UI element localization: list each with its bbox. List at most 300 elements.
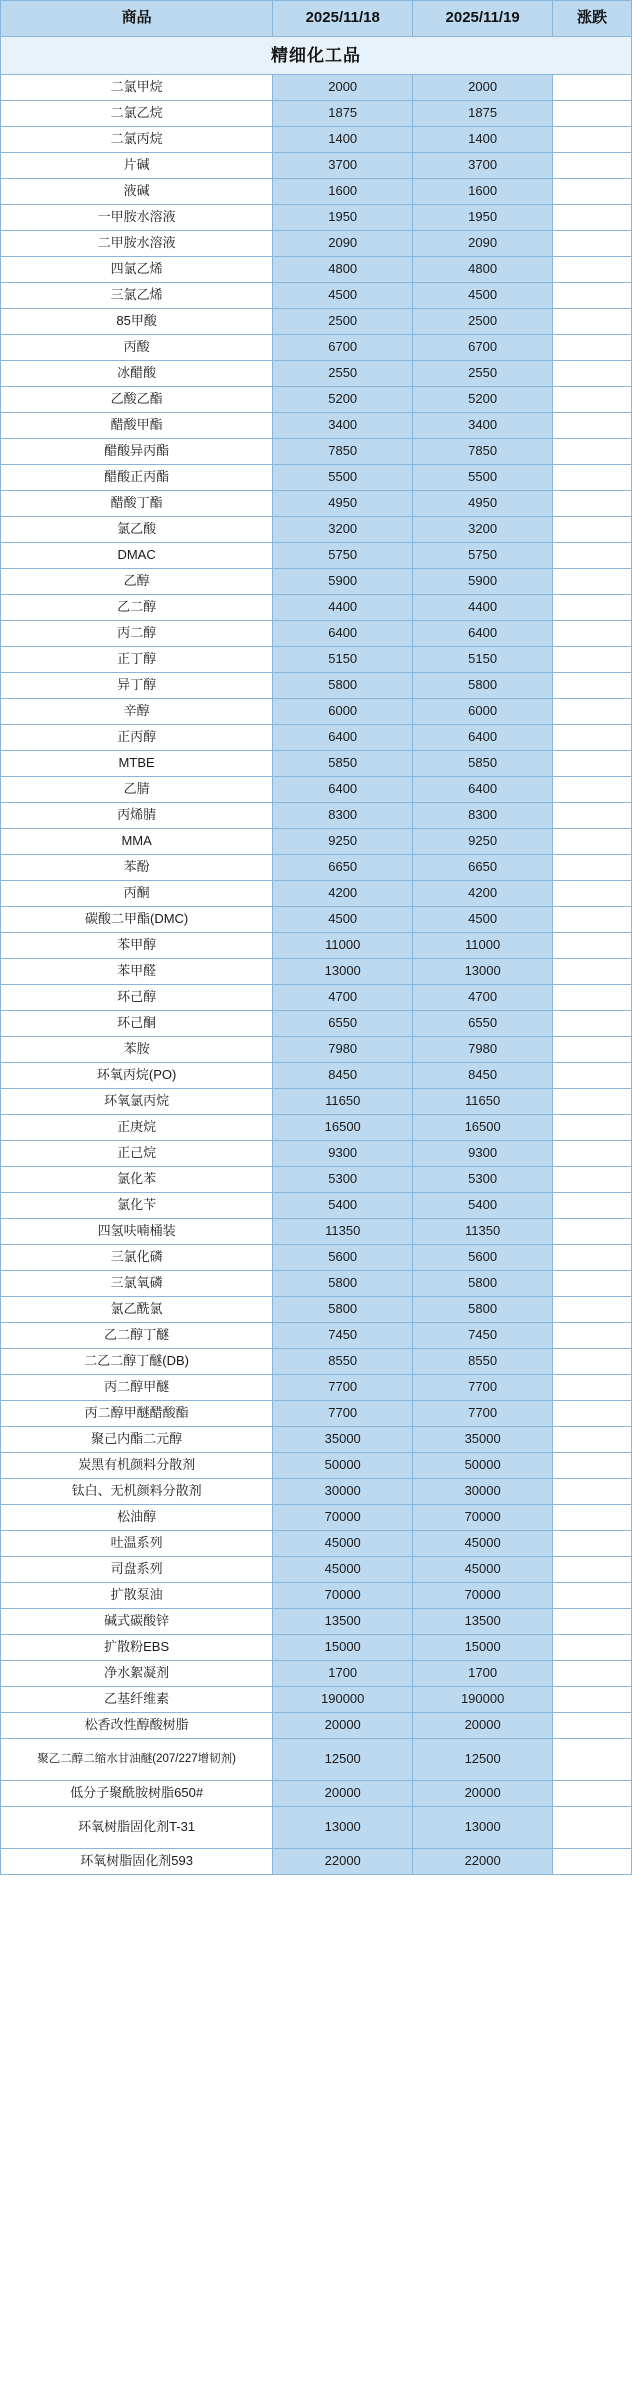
price-cell-date-2: 11000 <box>413 933 553 959</box>
price-cell-date-1: 50000 <box>273 1453 413 1479</box>
table-row <box>1 1713 632 1739</box>
price-cell-date-2: 22000 <box>413 1849 553 1875</box>
price-cell-date-2: 5800 <box>413 1297 553 1323</box>
table-row <box>1 985 632 1011</box>
change-cell <box>553 1115 632 1141</box>
change-cell <box>553 985 632 1011</box>
change-cell <box>553 933 632 959</box>
table-row <box>1 1583 632 1609</box>
change-cell <box>553 361 632 387</box>
price-cell-date-2: 5900 <box>413 569 553 595</box>
change-cell <box>553 777 632 803</box>
table-row <box>1 1687 632 1713</box>
table-header <box>1 1 632 37</box>
change-cell <box>553 1323 632 1349</box>
table-row <box>1 1849 632 1875</box>
price-cell-date-1: 5850 <box>273 751 413 777</box>
product-name-cell: 净水絮凝剂 <box>1 1661 273 1687</box>
table-row <box>1 543 632 569</box>
product-name-cell: 正己烷 <box>1 1141 273 1167</box>
price-cell-date-2: 5850 <box>413 751 553 777</box>
price-cell-date-2: 4800 <box>413 257 553 283</box>
product-name-cell: 扩散泵油 <box>1 1583 273 1609</box>
price-cell-date-1: 6400 <box>273 621 413 647</box>
product-name-cell: 辛醇 <box>1 699 273 725</box>
price-cell-date-1: 6400 <box>273 725 413 751</box>
product-name-cell: 正丁醇 <box>1 647 273 673</box>
product-name-cell: 氯化苯 <box>1 1167 273 1193</box>
price-cell-date-1: 8450 <box>273 1063 413 1089</box>
price-cell-date-2: 11650 <box>413 1089 553 1115</box>
table-row <box>1 1479 632 1505</box>
product-name-cell: 丙酸 <box>1 335 273 361</box>
price-cell-date-2: 3200 <box>413 517 553 543</box>
price-cell-date-1: 1950 <box>273 205 413 231</box>
change-cell <box>553 1687 632 1713</box>
price-cell-date-1: 20000 <box>273 1713 413 1739</box>
product-name-cell: 钛白、无机颜料分散剂 <box>1 1479 273 1505</box>
table-row <box>1 1011 632 1037</box>
change-cell <box>553 569 632 595</box>
product-name-cell: 冰醋酸 <box>1 361 273 387</box>
price-cell-date-2: 8300 <box>413 803 553 829</box>
price-cell-date-1: 11650 <box>273 1089 413 1115</box>
product-name-cell: 三氯氧磷 <box>1 1271 273 1297</box>
product-name-cell: 氯乙酸 <box>1 517 273 543</box>
table-row <box>1 361 632 387</box>
table-row <box>1 907 632 933</box>
price-cell-date-1: 8300 <box>273 803 413 829</box>
change-cell <box>553 465 632 491</box>
product-name-cell: 司盘系列 <box>1 1557 273 1583</box>
price-cell-date-1: 2500 <box>273 309 413 335</box>
price-cell-date-2: 2090 <box>413 231 553 257</box>
product-name-cell: 二氯甲烷 <box>1 75 273 101</box>
price-cell-date-1: 5200 <box>273 387 413 413</box>
price-cell-date-2: 6400 <box>413 725 553 751</box>
price-cell-date-2: 2500 <box>413 309 553 335</box>
table-row <box>1 1297 632 1323</box>
change-cell <box>553 803 632 829</box>
table-row <box>1 1427 632 1453</box>
table-row <box>1 387 632 413</box>
product-name-cell: 聚己内酯二元醇 <box>1 1427 273 1453</box>
product-name-cell: MMA <box>1 829 273 855</box>
column-header-product: 商品 <box>1 1 273 37</box>
price-cell-date-1: 2000 <box>273 75 413 101</box>
table-row <box>1 1453 632 1479</box>
price-cell-date-2: 4500 <box>413 283 553 309</box>
table-row <box>1 413 632 439</box>
price-cell-date-2: 3700 <box>413 153 553 179</box>
price-cell-date-1: 5150 <box>273 647 413 673</box>
price-cell-date-1: 5750 <box>273 543 413 569</box>
price-cell-date-2: 6550 <box>413 1011 553 1037</box>
change-cell <box>553 647 632 673</box>
price-cell-date-1: 3200 <box>273 517 413 543</box>
price-cell-date-2: 5600 <box>413 1245 553 1271</box>
product-name-cell: 环氧树脂固化剂T-31 <box>1 1807 273 1849</box>
price-cell-date-2: 6000 <box>413 699 553 725</box>
change-cell <box>553 1807 632 1849</box>
change-cell <box>553 1193 632 1219</box>
price-cell-date-2: 1950 <box>413 205 553 231</box>
product-name-cell: 丙酮 <box>1 881 273 907</box>
product-name-cell: 醋酸丁酯 <box>1 491 273 517</box>
table-row <box>1 569 632 595</box>
price-cell-date-1: 15000 <box>273 1635 413 1661</box>
price-cell-date-2: 4950 <box>413 491 553 517</box>
product-name-cell: 一甲胺水溶液 <box>1 205 273 231</box>
price-cell-date-1: 6650 <box>273 855 413 881</box>
price-cell-date-1: 22000 <box>273 1849 413 1875</box>
table-row <box>1 1193 632 1219</box>
price-cell-date-1: 5900 <box>273 569 413 595</box>
price-cell-date-2: 5150 <box>413 647 553 673</box>
product-name-cell: 二甲胺水溶液 <box>1 231 273 257</box>
price-cell-date-1: 11000 <box>273 933 413 959</box>
price-cell-date-1: 1600 <box>273 179 413 205</box>
table-row <box>1 621 632 647</box>
price-cell-date-1: 12500 <box>273 1739 413 1781</box>
table-row <box>1 1349 632 1375</box>
product-name-cell: 醋酸甲酯 <box>1 413 273 439</box>
table-row <box>1 517 632 543</box>
price-cell-date-1: 35000 <box>273 1427 413 1453</box>
change-cell <box>553 205 632 231</box>
price-cell-date-2: 45000 <box>413 1531 553 1557</box>
product-name-cell: 丙烯腈 <box>1 803 273 829</box>
change-cell <box>553 1297 632 1323</box>
product-name-cell: 二氯乙烷 <box>1 101 273 127</box>
table-row <box>1 1219 632 1245</box>
change-cell <box>553 1505 632 1531</box>
product-name-cell: 环氧丙烷(PO) <box>1 1063 273 1089</box>
table-row <box>1 595 632 621</box>
table-row <box>1 179 632 205</box>
product-name-cell: 乙二醇丁醚 <box>1 1323 273 1349</box>
section-title-row <box>1 37 632 75</box>
table-row <box>1 1089 632 1115</box>
price-cell-date-2: 6400 <box>413 777 553 803</box>
table-row <box>1 647 632 673</box>
change-cell <box>553 1245 632 1271</box>
table-row <box>1 1167 632 1193</box>
product-name-cell: 苯酚 <box>1 855 273 881</box>
price-cell-date-1: 6000 <box>273 699 413 725</box>
price-cell-date-1: 6700 <box>273 335 413 361</box>
change-cell <box>553 1453 632 1479</box>
price-cell-date-1: 5800 <box>273 673 413 699</box>
product-name-cell: 乙酸乙酯 <box>1 387 273 413</box>
price-cell-date-1: 4800 <box>273 257 413 283</box>
price-cell-date-2: 13500 <box>413 1609 553 1635</box>
price-cell-date-2: 7980 <box>413 1037 553 1063</box>
price-cell-date-1: 1400 <box>273 127 413 153</box>
price-cell-date-1: 45000 <box>273 1557 413 1583</box>
price-cell-date-2: 1600 <box>413 179 553 205</box>
change-cell <box>553 1781 632 1807</box>
price-cell-date-1: 5500 <box>273 465 413 491</box>
price-cell-date-2: 7850 <box>413 439 553 465</box>
table-row <box>1 1781 632 1807</box>
price-cell-date-2: 5300 <box>413 1167 553 1193</box>
table-row <box>1 1531 632 1557</box>
table-row <box>1 959 632 985</box>
price-cell-date-2: 5800 <box>413 673 553 699</box>
product-name-cell: 环己酮 <box>1 1011 273 1037</box>
price-cell-date-2: 13000 <box>413 1807 553 1849</box>
product-name-cell: 氯化苄 <box>1 1193 273 1219</box>
column-header-change: 涨跌 <box>553 1 632 37</box>
product-name-cell: 环氧树脂固化剂593 <box>1 1849 273 1875</box>
product-name-cell: 片碱 <box>1 153 273 179</box>
change-cell <box>553 231 632 257</box>
table-row <box>1 1609 632 1635</box>
product-name-cell: 松油醇 <box>1 1505 273 1531</box>
header-row <box>1 1 632 37</box>
price-cell-date-2: 5400 <box>413 1193 553 1219</box>
price-cell-date-2: 7450 <box>413 1323 553 1349</box>
price-cell-date-2: 5500 <box>413 465 553 491</box>
table-row <box>1 1635 632 1661</box>
price-cell-date-1: 30000 <box>273 1479 413 1505</box>
table-row <box>1 1271 632 1297</box>
price-cell-date-1: 4950 <box>273 491 413 517</box>
price-cell-date-2: 1875 <box>413 101 553 127</box>
price-cell-date-1: 45000 <box>273 1531 413 1557</box>
product-name-cell: 松香改性醇酸树脂 <box>1 1713 273 1739</box>
change-cell <box>553 439 632 465</box>
price-cell-date-1: 70000 <box>273 1583 413 1609</box>
section-title: 精细化工品 <box>1 37 632 75</box>
change-cell <box>553 1037 632 1063</box>
price-cell-date-2: 35000 <box>413 1427 553 1453</box>
product-name-cell: 丙二醇甲醚 <box>1 1375 273 1401</box>
product-name-cell: 碱式碳酸锌 <box>1 1609 273 1635</box>
product-name-cell: 苯甲醇 <box>1 933 273 959</box>
price-cell-date-2: 8450 <box>413 1063 553 1089</box>
price-cell-date-1: 5600 <box>273 1245 413 1271</box>
price-cell-date-1: 4500 <box>273 907 413 933</box>
price-cell-date-2: 5800 <box>413 1271 553 1297</box>
price-cell-date-2: 7700 <box>413 1401 553 1427</box>
change-cell <box>553 673 632 699</box>
change-cell <box>553 751 632 777</box>
change-cell <box>553 1089 632 1115</box>
table-row <box>1 1063 632 1089</box>
price-cell-date-2: 11350 <box>413 1219 553 1245</box>
price-cell-date-1: 7700 <box>273 1401 413 1427</box>
price-cell-date-1: 7450 <box>273 1323 413 1349</box>
table-row <box>1 1401 632 1427</box>
price-cell-date-2: 2550 <box>413 361 553 387</box>
price-cell-date-1: 4200 <box>273 881 413 907</box>
price-cell-date-2: 20000 <box>413 1713 553 1739</box>
change-cell <box>553 335 632 361</box>
price-cell-date-1: 8550 <box>273 1349 413 1375</box>
price-cell-date-1: 16500 <box>273 1115 413 1141</box>
price-cell-date-2: 45000 <box>413 1557 553 1583</box>
price-cell-date-2: 9300 <box>413 1141 553 1167</box>
price-cell-date-2: 13000 <box>413 959 553 985</box>
change-cell <box>553 1583 632 1609</box>
change-cell <box>553 1531 632 1557</box>
product-name-cell: 乙基纤维素 <box>1 1687 273 1713</box>
price-cell-date-1: 13000 <box>273 959 413 985</box>
price-cell-date-1: 20000 <box>273 1781 413 1807</box>
product-name-cell: 二乙二醇丁醚(DB) <box>1 1349 273 1375</box>
change-cell <box>553 127 632 153</box>
table-row <box>1 855 632 881</box>
product-name-cell: 氯乙酰氯 <box>1 1297 273 1323</box>
price-cell-date-2: 30000 <box>413 1479 553 1505</box>
price-cell-date-2: 20000 <box>413 1781 553 1807</box>
price-cell-date-2: 6650 <box>413 855 553 881</box>
product-name-cell: 三氯化磷 <box>1 1245 273 1271</box>
product-name-cell: 吐温系列 <box>1 1531 273 1557</box>
price-cell-date-2: 5200 <box>413 387 553 413</box>
price-cell-date-1: 5400 <box>273 1193 413 1219</box>
price-cell-date-1: 6550 <box>273 1011 413 1037</box>
change-cell <box>553 543 632 569</box>
table-row <box>1 1245 632 1271</box>
change-cell <box>553 959 632 985</box>
column-header-date-2: 2025/11/19 <box>413 1 553 37</box>
table-row <box>1 699 632 725</box>
change-cell <box>553 725 632 751</box>
change-cell <box>553 621 632 647</box>
table-row <box>1 205 632 231</box>
price-cell-date-2: 4500 <box>413 907 553 933</box>
change-cell <box>553 491 632 517</box>
change-cell <box>553 101 632 127</box>
price-cell-date-1: 5800 <box>273 1271 413 1297</box>
product-name-cell: 环氧氯丙烷 <box>1 1089 273 1115</box>
change-cell <box>553 179 632 205</box>
product-name-cell: 低分子聚酰胺树脂650# <box>1 1781 273 1807</box>
product-name-cell: 醋酸异丙酯 <box>1 439 273 465</box>
price-cell-date-2: 70000 <box>413 1505 553 1531</box>
product-name-cell: 乙腈 <box>1 777 273 803</box>
change-cell <box>553 1427 632 1453</box>
change-cell <box>553 907 632 933</box>
price-cell-date-1: 190000 <box>273 1687 413 1713</box>
table-row <box>1 1375 632 1401</box>
column-header-date-1: 2025/11/18 <box>273 1 413 37</box>
price-cell-date-2: 5750 <box>413 543 553 569</box>
price-cell-date-1: 6400 <box>273 777 413 803</box>
table-row <box>1 1037 632 1063</box>
change-cell <box>553 1167 632 1193</box>
change-cell <box>553 257 632 283</box>
change-cell <box>553 1141 632 1167</box>
price-cell-date-1: 3700 <box>273 153 413 179</box>
table-row <box>1 1141 632 1167</box>
product-name-cell: 正丙醇 <box>1 725 273 751</box>
price-cell-date-2: 4400 <box>413 595 553 621</box>
change-cell <box>553 829 632 855</box>
table-row <box>1 439 632 465</box>
change-cell <box>553 1713 632 1739</box>
change-cell <box>553 1635 632 1661</box>
price-cell-date-2: 12500 <box>413 1739 553 1781</box>
price-cell-date-1: 1875 <box>273 101 413 127</box>
price-cell-date-1: 11350 <box>273 1219 413 1245</box>
product-name-cell: 碳酸二甲酯(DMC) <box>1 907 273 933</box>
table-row <box>1 1505 632 1531</box>
price-cell-date-2: 1400 <box>413 127 553 153</box>
change-cell <box>553 855 632 881</box>
table-row <box>1 1323 632 1349</box>
change-cell <box>553 1011 632 1037</box>
price-cell-date-2: 4200 <box>413 881 553 907</box>
table-row <box>1 309 632 335</box>
table-row <box>1 1557 632 1583</box>
price-cell-date-1: 13500 <box>273 1609 413 1635</box>
change-cell <box>553 517 632 543</box>
product-name-cell: 扩散粉EBS <box>1 1635 273 1661</box>
table-row <box>1 829 632 855</box>
change-cell <box>553 1349 632 1375</box>
price-cell-date-1: 5300 <box>273 1167 413 1193</box>
table-body <box>1 37 632 1875</box>
table-row <box>1 803 632 829</box>
price-cell-date-2: 9250 <box>413 829 553 855</box>
price-cell-date-2: 4700 <box>413 985 553 1011</box>
price-cell-date-1: 9250 <box>273 829 413 855</box>
price-cell-date-2: 70000 <box>413 1583 553 1609</box>
price-cell-date-1: 1700 <box>273 1661 413 1687</box>
price-cell-date-2: 3400 <box>413 413 553 439</box>
change-cell <box>553 387 632 413</box>
table-row <box>1 1661 632 1687</box>
product-name-cell: 苯胺 <box>1 1037 273 1063</box>
table-row <box>1 75 632 101</box>
product-name-cell: 聚乙二醇二缩水甘油醚(207/227增韧剂) <box>1 1739 273 1781</box>
change-cell <box>553 1219 632 1245</box>
table-row <box>1 777 632 803</box>
product-name-cell: 异丁醇 <box>1 673 273 699</box>
table-row <box>1 491 632 517</box>
product-name-cell: 乙醇 <box>1 569 273 595</box>
product-name-cell: 丙二醇 <box>1 621 273 647</box>
price-cell-date-1: 5800 <box>273 1297 413 1323</box>
price-cell-date-1: 9300 <box>273 1141 413 1167</box>
table-row <box>1 283 632 309</box>
table-row <box>1 101 632 127</box>
product-name-cell: 四氢呋喃桶装 <box>1 1219 273 1245</box>
change-cell <box>553 283 632 309</box>
product-name-cell: 苯甲醛 <box>1 959 273 985</box>
change-cell <box>553 1849 632 1875</box>
price-cell-date-2: 15000 <box>413 1635 553 1661</box>
change-cell <box>553 1661 632 1687</box>
table-row <box>1 1115 632 1141</box>
table-row <box>1 673 632 699</box>
price-cell-date-2: 7700 <box>413 1375 553 1401</box>
price-cell-date-1: 7700 <box>273 1375 413 1401</box>
price-cell-date-2: 16500 <box>413 1115 553 1141</box>
product-name-cell: DMAC <box>1 543 273 569</box>
price-cell-date-2: 6700 <box>413 335 553 361</box>
change-cell <box>553 413 632 439</box>
change-cell <box>553 1609 632 1635</box>
product-name-cell: 85甲酸 <box>1 309 273 335</box>
product-name-cell: 环己醇 <box>1 985 273 1011</box>
price-cell-date-2: 2000 <box>413 75 553 101</box>
change-cell <box>553 1401 632 1427</box>
